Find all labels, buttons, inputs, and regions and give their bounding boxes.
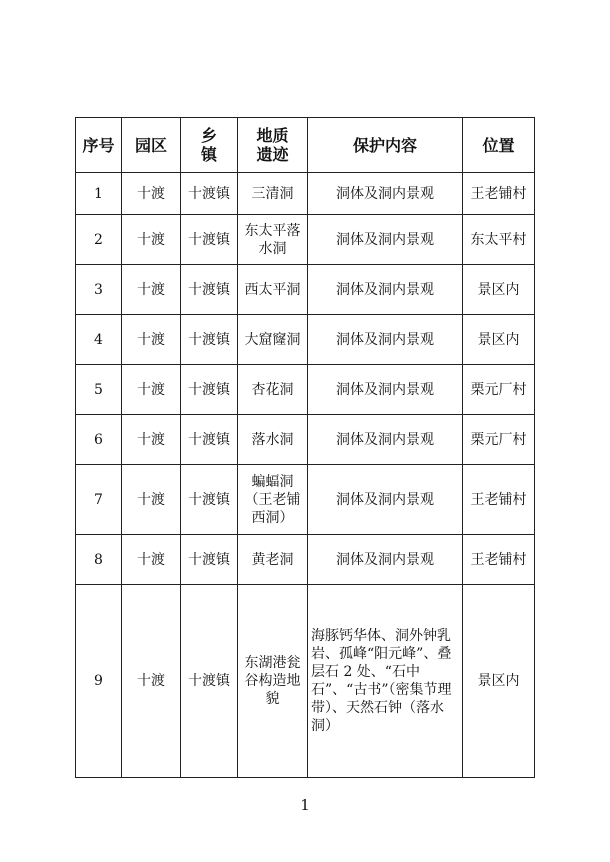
cell-site: 落水洞 — [238, 415, 308, 465]
header-content: 保护内容 — [308, 118, 463, 173]
cell-location: 景区内 — [463, 265, 535, 315]
table-row — [76, 215, 535, 265]
header-site: 地质遗迹 — [238, 118, 308, 173]
cell-site: 杏花洞 — [238, 365, 308, 415]
header-no: 序号 — [76, 118, 122, 173]
cell-content: 洞体及洞内景观 — [308, 535, 463, 585]
cell-location: 王老铺村 — [463, 465, 535, 535]
cell-town: 十渡镇 — [181, 535, 238, 585]
cell-town: 十渡镇 — [181, 215, 238, 265]
cell-site: 黄老洞 — [238, 535, 308, 585]
cell-no: 2 — [76, 215, 122, 265]
cell-site: 东太平落水洞 — [238, 215, 308, 265]
cell-location: 景区内 — [463, 315, 535, 365]
cell-content: 洞体及洞内景观 — [308, 465, 463, 535]
cell-park: 十渡 — [122, 365, 181, 415]
table-row — [76, 365, 535, 415]
cell-site: 三清洞 — [238, 173, 308, 215]
cell-town: 十渡镇 — [181, 265, 238, 315]
cell-location: 王老铺村 — [463, 173, 535, 215]
cell-site: 蝙蝠洞（王老铺西洞） — [238, 465, 308, 535]
cell-no: 9 — [76, 585, 122, 778]
cell-town: 十渡镇 — [181, 415, 238, 465]
cell-no: 5 — [76, 365, 122, 415]
cell-no: 8 — [76, 535, 122, 585]
table-row — [76, 585, 535, 778]
cell-park: 十渡 — [122, 585, 181, 778]
table-row — [76, 465, 535, 535]
cell-location: 栗元厂村 — [463, 365, 535, 415]
cell-content: 洞体及洞内景观 — [308, 173, 463, 215]
table-row — [76, 415, 535, 465]
cell-location: 景区内 — [463, 585, 535, 778]
cell-town: 十渡镇 — [181, 465, 238, 535]
cell-site: 西太平洞 — [238, 265, 308, 315]
cell-content: 海豚钙华体、洞外钟乳岩、孤峰“阳元峰”、叠层石 2 处、“石中石”、“古书”（密集节理带）、天然石钟（落水洞） — [308, 585, 463, 778]
cell-content: 洞体及洞内景观 — [308, 365, 463, 415]
cell-site: 东湖港瓮谷构造地貌 — [238, 585, 308, 778]
header-row — [76, 118, 535, 173]
cell-no: 1 — [76, 173, 122, 215]
table-row — [76, 173, 535, 215]
cell-park: 十渡 — [122, 465, 181, 535]
header-location: 位置 — [463, 118, 535, 173]
cell-park: 十渡 — [122, 535, 181, 585]
cell-town: 十渡镇 — [181, 173, 238, 215]
cell-park: 十渡 — [122, 315, 181, 365]
cell-content: 洞体及洞内景观 — [308, 315, 463, 365]
cell-no: 3 — [76, 265, 122, 315]
geological-heritage-table — [75, 117, 535, 778]
cell-park: 十渡 — [122, 173, 181, 215]
cell-content: 洞体及洞内景观 — [308, 265, 463, 315]
cell-town: 十渡镇 — [181, 365, 238, 415]
cell-park: 十渡 — [122, 265, 181, 315]
table-row — [76, 315, 535, 365]
header-town: 乡镇 — [181, 118, 238, 173]
table-row — [76, 535, 535, 585]
cell-town: 十渡镇 — [181, 315, 238, 365]
cell-no: 4 — [76, 315, 122, 365]
header-park: 园区 — [122, 118, 181, 173]
cell-content: 洞体及洞内景观 — [308, 415, 463, 465]
cell-content: 洞体及洞内景观 — [308, 215, 463, 265]
page-number: 1 — [300, 796, 310, 814]
table-row — [76, 265, 535, 315]
cell-location: 东太平村 — [463, 215, 535, 265]
cell-location: 栗元厂村 — [463, 415, 535, 465]
cell-town: 十渡镇 — [181, 585, 238, 778]
cell-location: 王老铺村 — [463, 535, 535, 585]
cell-site: 大窟窿洞 — [238, 315, 308, 365]
cell-no: 6 — [76, 415, 122, 465]
cell-no: 7 — [76, 465, 122, 535]
cell-park: 十渡 — [122, 215, 181, 265]
cell-park: 十渡 — [122, 415, 181, 465]
